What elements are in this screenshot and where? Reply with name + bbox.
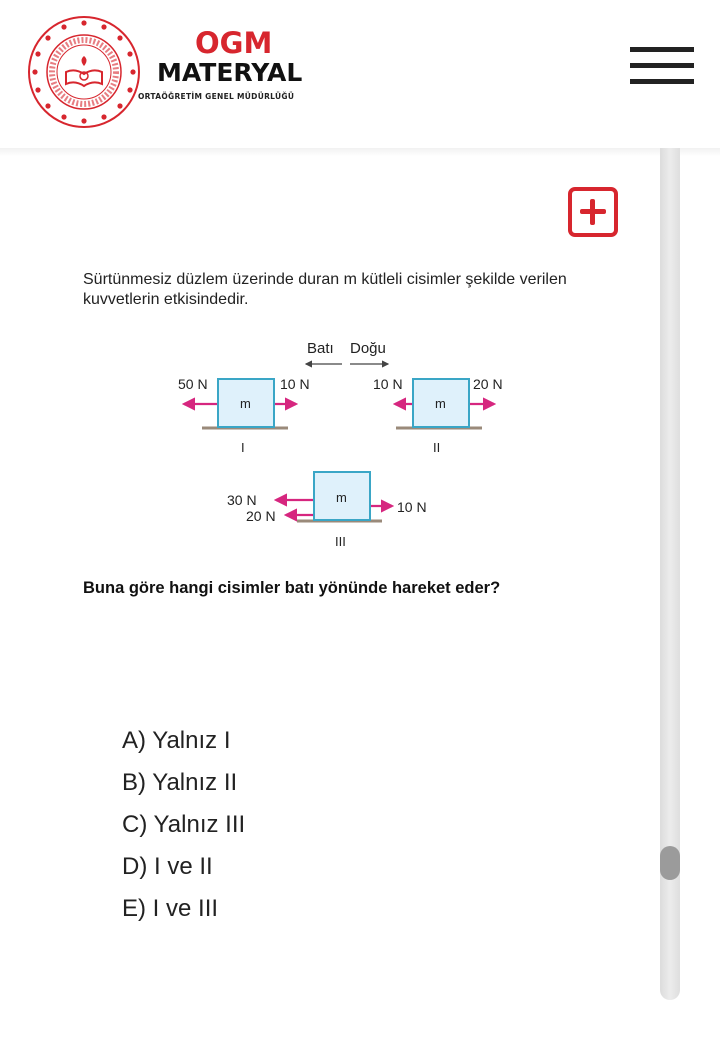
scrollbar-thumb[interactable] xyxy=(660,846,680,880)
question-prompt: Buna göre hangi cisimler batı yönünde hareket eder? xyxy=(83,579,501,597)
force-label: 20 N xyxy=(246,508,276,524)
force-label: 30 N xyxy=(227,492,257,508)
site-header xyxy=(0,0,720,148)
ministry-seal-logo xyxy=(26,14,142,130)
force-label: 10 N xyxy=(373,376,403,392)
east-label: Doğu xyxy=(350,340,386,357)
choice-d[interactable]: D) I ve II xyxy=(122,853,213,880)
force-label: 10 N xyxy=(397,499,427,515)
mass-label: m xyxy=(435,396,446,411)
west-label: Batı xyxy=(307,340,334,357)
force-label: 10 N xyxy=(280,376,310,392)
force-label: 20 N xyxy=(473,376,503,392)
choice-a[interactable]: A) Yalnız I xyxy=(122,727,231,754)
mass-label: m xyxy=(240,396,251,411)
choice-c[interactable]: C) Yalnız III xyxy=(122,811,246,838)
choice-e[interactable]: E) I ve III xyxy=(122,895,219,922)
mass-label: m xyxy=(336,490,347,505)
answer-choices xyxy=(122,720,245,930)
hamburger-menu-icon[interactable] xyxy=(628,44,696,88)
body-I xyxy=(178,376,310,455)
logo-subtitle: MATERYAL xyxy=(157,58,303,87)
force-diagram xyxy=(160,330,540,560)
body-label: III xyxy=(335,534,346,549)
body-label: II xyxy=(433,440,441,455)
logo-title: OGM xyxy=(195,26,273,60)
body-III xyxy=(227,472,427,549)
header-divider xyxy=(0,148,720,156)
force-label: 50 N xyxy=(178,376,208,392)
choice-b[interactable]: B) Yalnız II xyxy=(122,769,238,796)
body-II xyxy=(373,376,503,455)
logo-tagline: ORTAÖĞRETİM GENEL MÜDÜRLÜĞÜ xyxy=(138,92,295,101)
plus-square-icon[interactable] xyxy=(568,187,618,237)
question-text: Sürtünmesiz düzlem üzerinde duran m kütleli cisimler şekilde verilen kuvvetlerin etkisindedir. xyxy=(83,271,567,308)
body-label: I xyxy=(241,440,245,455)
